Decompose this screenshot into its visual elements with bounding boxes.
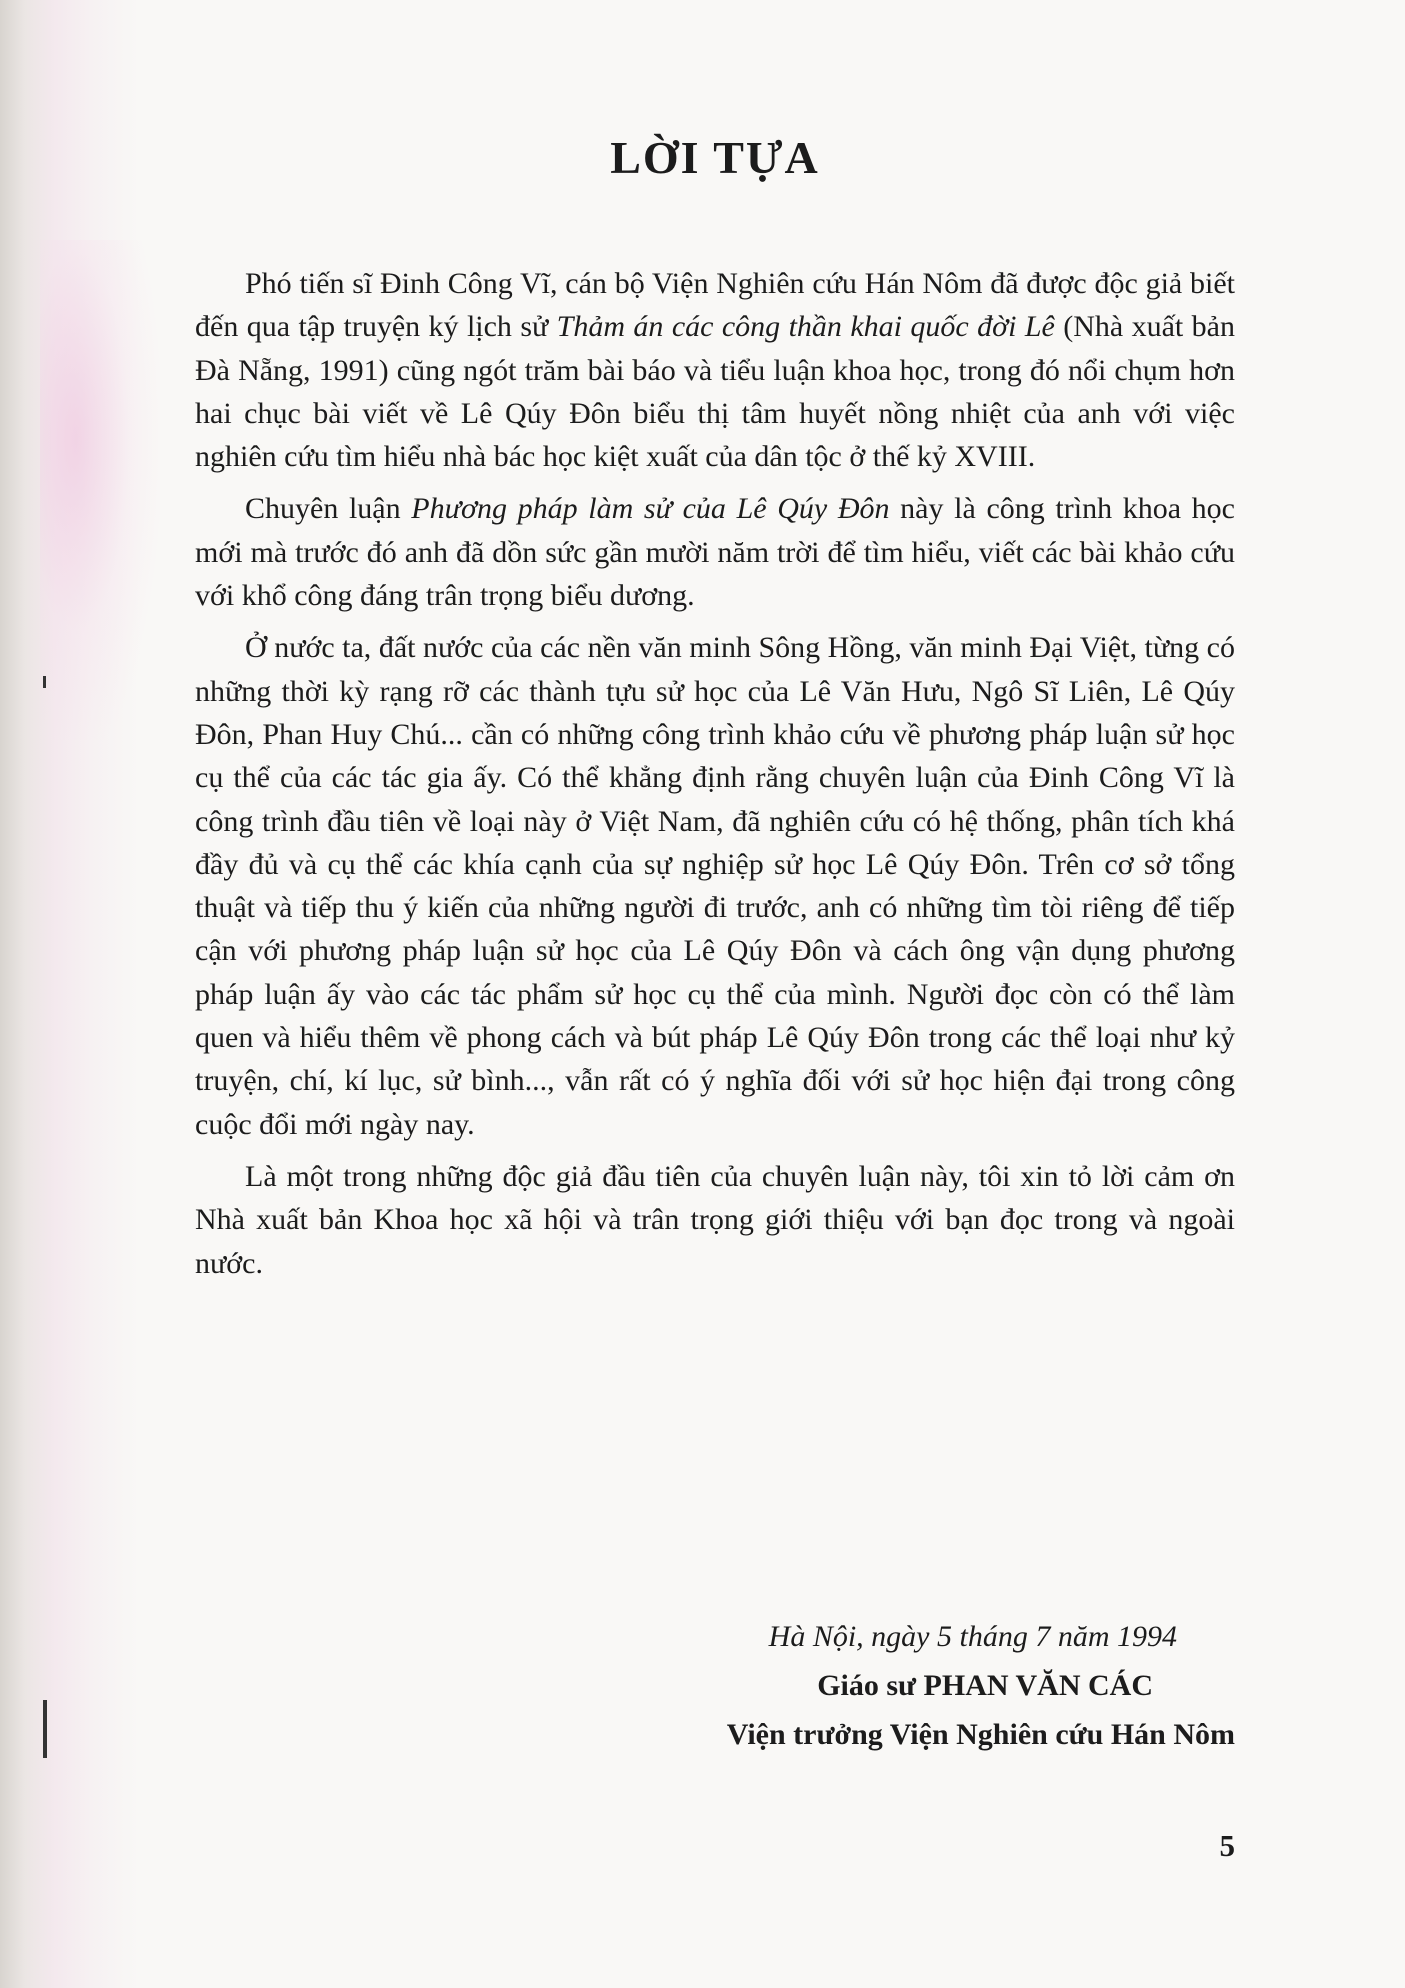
signature-block	[195, 1612, 1235, 1759]
paragraph-text: này là công trình khoa học mới mà trước đó anh đã dồn sức gần mười năm trời để tìm hiểu, viết các bài khảo cứu với khổ công đáng trân trọng biểu dương.	[195, 492, 1235, 613]
paragraph	[195, 487, 1235, 617]
page-content	[195, 0, 1235, 1988]
paragraph-text: Ở nước ta, đất nước của các nền văn minh Sông Hồng, văn minh Đại Việt, từng có những thời kỳ rạng rỡ các thành tựu sử học của Lê Văn Hưu, Ngô Sĩ Liên, Lê Qúy Đôn, Phan Huy Chú... cần có những công trình khảo cứu về phương pháp luận sử học cụ thể của các tác gia ấy. Có thể khẳng định rằng chuyên luận của Đinh Công Vĩ là công trình đầu tiên về loại này ở Việt Nam, đã nghiên cứu có hệ thống, phân tích khá đầy đủ và cụ thể các khía cạnh của sự nghiệp sử học Lê Qúy Đôn. Trên cơ sở tổng thuật và tiếp thu ý kiến của những người đi trước, anh có những tìm tòi riêng để tiếp cận với phương pháp luận sử học của Lê Qúy Đôn và cách ông vận dụng phương pháp luận ấy vào các tác phẩm sử học cụ thể của mình. Người đọc còn có thể làm quen và hiểu thêm về phong cách và bút pháp Lê Qúy Đôn trong các thể loại như kỷ truyện, chí, kí lục, sử bình..., vẫn rất có ý nghĩa đối với sử học hiện đại trong công cuộc đổi mới ngày nay.	[195, 631, 1235, 1141]
paragraph-text: (Nhà xuất bản Đà Nẵng, 1991) cũng ngót trăm bài báo và tiểu luận khoa học, trong đó nổi chụm hơn hai chục bài viết về Lê Qúy Đôn biểu thị tâm huyết nồng nhiệt của anh với việc nghiên cứu tìm hiểu nhà bác học kiệt xuất của dân tộc ở thế kỷ XVIII.	[195, 310, 1235, 474]
paragraph-text: Là một trong những độc giả đầu tiên của chuyên luận này, tôi xin tỏ lời cảm ơn Nhà xuất bản Khoa học xã hội và trân trọng giới thiệu với bạn đọc trong và ngoài nước.	[195, 1159, 1235, 1280]
paragraph-text: Chuyên luận	[245, 492, 412, 526]
signature-date: Hà Nội, ngày 5 tháng 7 năm 1994	[768, 1620, 1177, 1653]
paragraph	[195, 1155, 1235, 1285]
preface-body	[195, 262, 1235, 1294]
paragraph	[195, 626, 1235, 1146]
paragraph	[195, 262, 1235, 478]
page-number: 5	[1219, 1828, 1235, 1863]
paragraph-text: Phó tiến sĩ Đinh Công Vĩ, cán bộ Viện Nghiên cứu Hán Nôm đã được độc giả biết đến qua tập truyện ký lịch sử	[195, 267, 1235, 344]
book-title-text: Phương pháp làm sử của Lê Qúy Đôn	[411, 492, 890, 526]
margin-mark	[43, 676, 46, 688]
signature-name: Giáo sư PHAN VĂN CÁC	[817, 1669, 1153, 1702]
book-title-text: Thảm án các công thần khai quốc đời Lê	[556, 310, 1055, 344]
paper-stain	[40, 240, 160, 740]
margin-mark	[43, 1700, 47, 1758]
signature-role: Viện trưởng Viện Nghiên cứu Hán Nôm	[726, 1718, 1235, 1751]
page-title: LỜI TỰA	[610, 132, 820, 183]
